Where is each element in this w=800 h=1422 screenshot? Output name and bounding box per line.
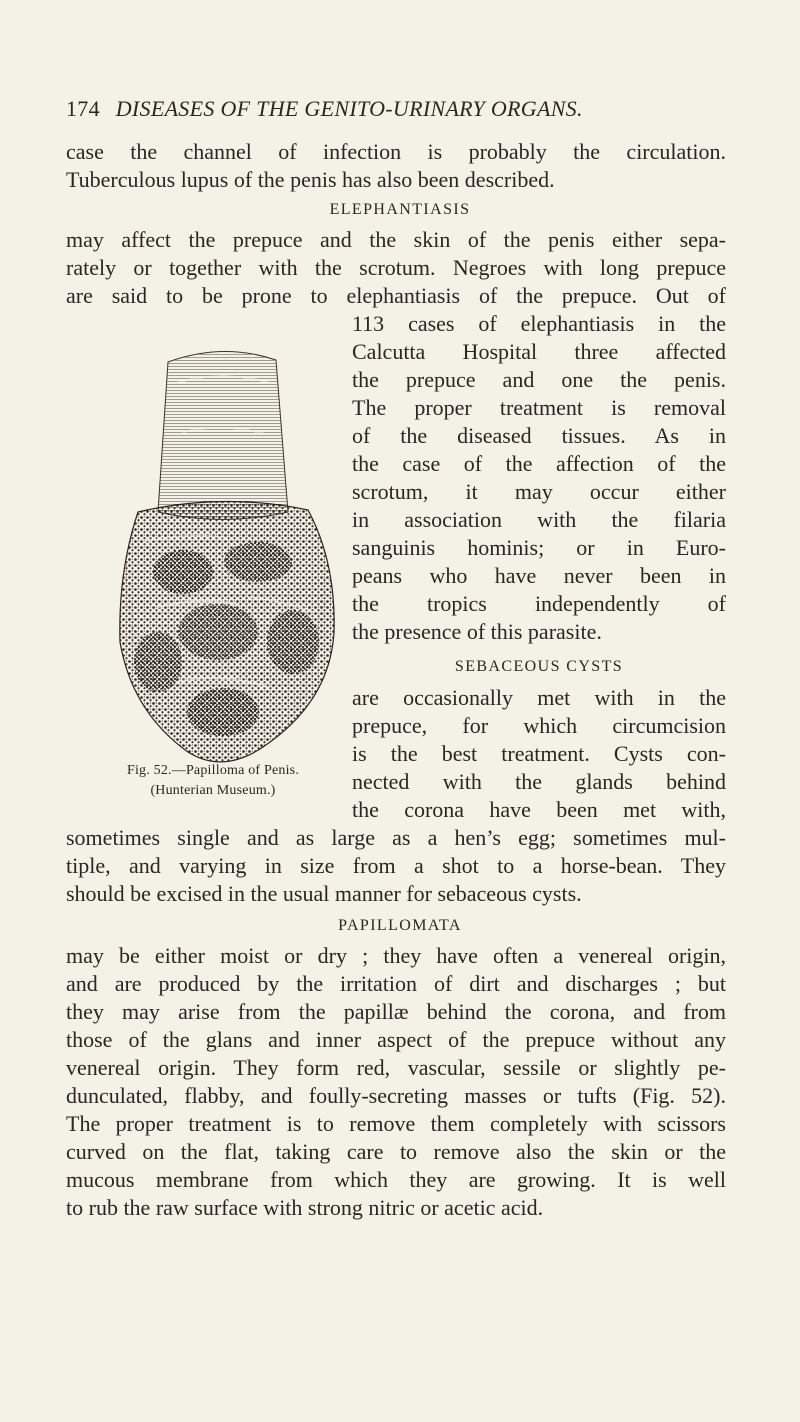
text-line: are said to be prone to elephantiasis of the prepuce. Out of — [66, 283, 726, 308]
text-line: they may arise from the papillæ behind the corona, and from — [66, 999, 726, 1024]
text-line: case the channel of infection is probably the circulation. — [66, 139, 726, 164]
text-line: may be either moist or dry ; they have often a venereal origin, — [66, 943, 726, 968]
figure-source: (Hunterian Museum.) — [150, 783, 276, 798]
text-line: peans who have never been in — [352, 563, 726, 588]
text-line: prepuce, for which circumcision — [352, 713, 726, 738]
text-line: 113 cases of elephantiasis in the — [352, 311, 726, 336]
text-line: the tropics independently of — [352, 591, 726, 616]
text-line: should be excised in the usual manner for sebaceous cysts. — [66, 881, 582, 906]
text-line: to rub the raw surface with strong nitric or acetic acid. — [66, 1195, 544, 1220]
papilloma-illustration — [98, 342, 348, 782]
text-line: scrotum, it may occur either — [352, 479, 726, 504]
section-heading-sebaceous-cysts: SEBACEOUS CYSTS — [454, 658, 624, 675]
text-line: curved on the flat, taking care to remove also the skin or the — [66, 1139, 726, 1164]
running-header — [66, 96, 726, 122]
text-line: The proper treatment is to remove them completely with scissors — [66, 1111, 726, 1136]
text-line: may affect the prepuce and the skin of the penis either sepa- — [66, 227, 726, 252]
text-line: The proper treatment is removal — [352, 395, 726, 420]
text-line: venereal origin. They form red, vascular, sessile or slightly pe- — [66, 1055, 726, 1080]
text-line: the prepuce and one the penis. — [352, 367, 726, 392]
text-line: dunculated, flabby, and foully-secreting masses or tufts (Fig. 52). — [66, 1083, 726, 1108]
text-line: Calcutta Hospital three affected — [352, 339, 726, 364]
text-line: the case of the affection of the — [352, 451, 726, 476]
section-heading-elephantiasis: ELEPHANTIASIS — [329, 201, 471, 218]
text-line: sometimes single and as large as a hen’s egg; sometimes mul- — [66, 825, 726, 850]
text-line: tiple, and varying in size from a shot to a horse-bean. They — [66, 853, 726, 878]
section-heading-papillomata: PAPILLOMATA — [338, 917, 462, 934]
text-line: rately or together with the scrotum. Negroes with long prepuce — [66, 255, 726, 280]
text-line: the corona have been met with, — [352, 797, 726, 822]
text-line: the presence of this parasite. — [352, 619, 602, 644]
text-line: in association with the filaria — [352, 507, 726, 532]
text-line: Tuberculous lupus of the penis has also been described. — [66, 167, 555, 192]
text-line: are occasionally met with in the — [352, 685, 726, 710]
figure-caption: Fig. 52.—Papilloma of Penis. — [126, 763, 300, 778]
text-line: those of the glans and inner aspect of the prepuce without any — [66, 1027, 726, 1052]
running-title: DISEASES OF THE GENITO-URINARY ORGANS. — [115, 96, 583, 121]
text-line: is the best treatment. Cysts con- — [352, 741, 726, 766]
text-line: sanguinis hominis; or in Euro- — [352, 535, 726, 560]
page-number: 174 — [66, 96, 100, 121]
text-line: mucous membrane from which they are growing. It is well — [66, 1167, 726, 1192]
text-line: of the diseased tissues. As in — [352, 423, 726, 448]
text-line: and are produced by the irritation of dirt and discharges ; but — [66, 971, 726, 996]
text-line: nected with the glands behind — [352, 769, 726, 794]
